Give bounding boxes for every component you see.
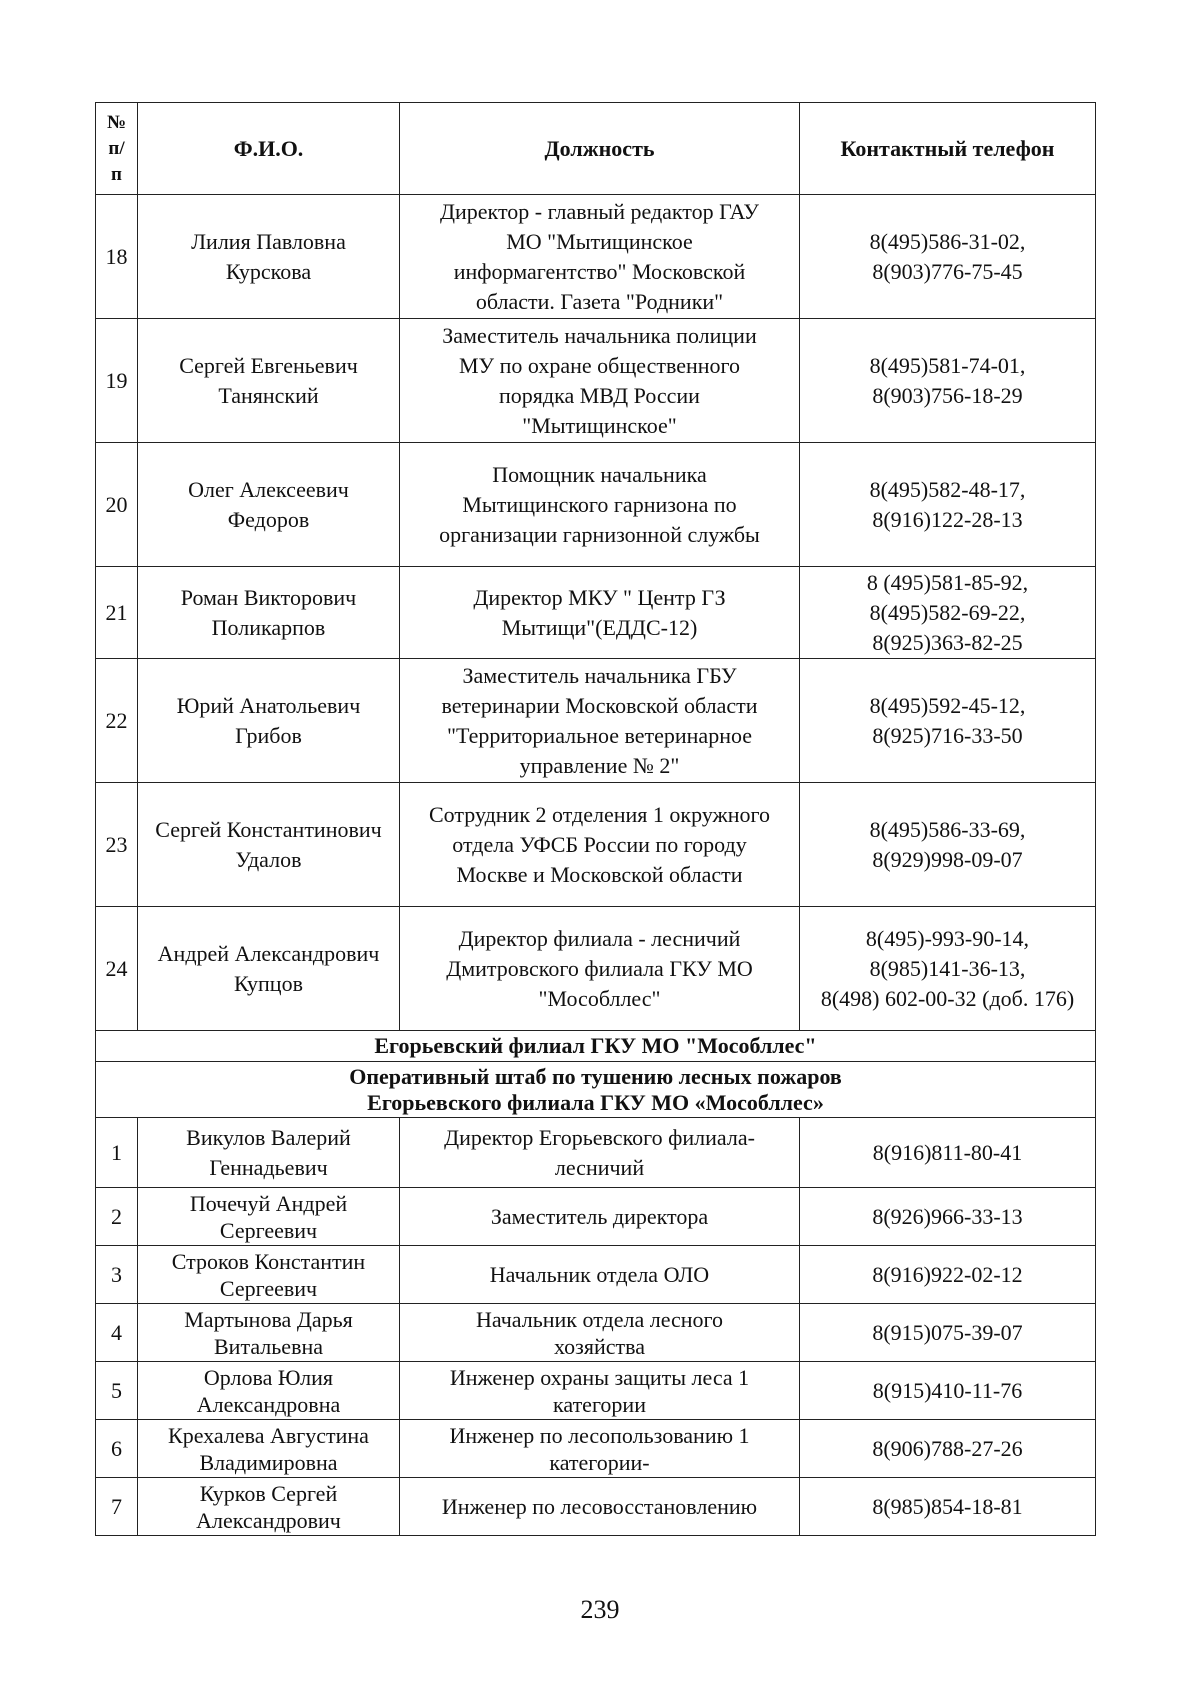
contact-phone: 8(915)075-39-07 [800, 1304, 1096, 1362]
contact-phone: 8(495)586-31-02, 8(903)776-75-45 [800, 195, 1096, 319]
row-number: 24 [96, 907, 138, 1031]
table-row [96, 1188, 1096, 1246]
contact-phone: 8 (495)581-85-92, 8(495)582-69-22, 8(925)363-82-25 [800, 567, 1096, 659]
contact-phone: 8(495)-993-90-14, 8(985)141-36-13, 8(498) 602-00-32 (доб. 176) [800, 907, 1096, 1031]
contacts-table [95, 102, 1096, 1536]
row-number: 6 [96, 1420, 138, 1478]
person-name: Строков Константин Сергеевич [138, 1246, 400, 1304]
person-position: Инженер охраны защиты леса 1 категории [400, 1362, 800, 1420]
contact-phone: 8(985)854-18-81 [800, 1478, 1096, 1536]
person-name: Мартынова Дарья Витальевна [138, 1304, 400, 1362]
person-position: Директор МКУ " Центр ГЗ Мытищи"(ЕДДС-12) [400, 567, 800, 659]
contact-phone: 8(495)592-45-12, 8(925)716-33-50 [800, 659, 1096, 783]
person-position: Заместитель начальника полиции МУ по охране общественного порядка МВД России "Мытищинское" [400, 319, 800, 443]
table-row [96, 1118, 1096, 1188]
person-name: Олег Алексеевич Федоров [138, 443, 400, 567]
row-number: 1 [96, 1118, 138, 1188]
table-row [96, 783, 1096, 907]
contact-phone: 8(495)582-48-17, 8(916)122-28-13 [800, 443, 1096, 567]
person-name: Орлова Юлия Александровна [138, 1362, 400, 1420]
table-row [96, 1304, 1096, 1362]
row-number: 5 [96, 1362, 138, 1420]
table-row [96, 1246, 1096, 1304]
contact-phone: 8(495)586-33-69, 8(929)998-09-07 [800, 783, 1096, 907]
person-position: Заместитель начальника ГБУ ветеринарии Московской области "Территориальное ветеринарное управление № 2" [400, 659, 800, 783]
person-position: Начальник отдела ОЛО [400, 1246, 800, 1304]
person-name: Роман Викторович Поликарпов [138, 567, 400, 659]
table-row [96, 567, 1096, 659]
person-position: Начальник отдела лесного хозяйства [400, 1304, 800, 1362]
table-row [96, 1420, 1096, 1478]
person-name: Юрий Анатольевич Грибов [138, 659, 400, 783]
section-row [96, 1031, 1096, 1062]
contact-phone: 8(906)788-27-26 [800, 1420, 1096, 1478]
person-position: Заместитель директора [400, 1188, 800, 1246]
contact-phone: 8(495)581-74-01, 8(903)756-18-29 [800, 319, 1096, 443]
row-number: 7 [96, 1478, 138, 1536]
person-name: Викулов Валерий Геннадьевич [138, 1118, 400, 1188]
row-number: 4 [96, 1304, 138, 1362]
header-fio: Ф.И.О. [138, 103, 400, 195]
header-number: № п/ п [96, 103, 138, 195]
person-name: Крехалева Августина Владимировна [138, 1420, 400, 1478]
person-position: Инженер по лесопользованию 1 категории- [400, 1420, 800, 1478]
header-phone: Контактный телефон [800, 103, 1096, 195]
person-name: Лилия Павловна Курскова [138, 195, 400, 319]
row-number: 18 [96, 195, 138, 319]
row-number: 19 [96, 319, 138, 443]
page-number: 239 [580, 1595, 620, 1624]
table-row [96, 443, 1096, 567]
contact-phone: 8(916)922-02-12 [800, 1246, 1096, 1304]
table-row [96, 1478, 1096, 1536]
person-name: Сергей Евгеньевич Танянский [138, 319, 400, 443]
table-row [96, 907, 1096, 1031]
table-header-row [96, 103, 1096, 195]
person-position: Директор - главный редактор ГАУ МО "Мытищинское информагентство" Московской области. Газета "Родники" [400, 195, 800, 319]
table-row [96, 659, 1096, 783]
row-number: 22 [96, 659, 138, 783]
person-position: Помощник начальника Мытищинского гарнизона по организации гарнизонной службы [400, 443, 800, 567]
person-name: Курков Сергей Александрович [138, 1478, 400, 1536]
row-number: 21 [96, 567, 138, 659]
contact-phone: 8(916)811-80-41 [800, 1118, 1096, 1188]
person-position: Директор филиала - лесничий Дмитровского филиала ГКУ МО "Мособллес" [400, 907, 800, 1031]
table-row [96, 1362, 1096, 1420]
row-number: 23 [96, 783, 138, 907]
person-position: Сотрудник 2 отделения 1 окружного отдела УФСБ России по городу Москве и Московской области [400, 783, 800, 907]
table-row [96, 319, 1096, 443]
person-position: Директор Егорьевского филиала- лесничий [400, 1118, 800, 1188]
contact-phone: 8(926)966-33-13 [800, 1188, 1096, 1246]
subsection-title: Оперативный штаб по тушению лесных пожаров Егорьевского филиала ГКУ МО «Мособллес» [96, 1062, 1096, 1118]
section-title: Егорьевский филиал ГКУ МО "Мособллес" [96, 1031, 1096, 1062]
subsection-row [96, 1062, 1096, 1118]
person-position: Инженер по лесовосстановлению [400, 1478, 800, 1536]
row-number: 20 [96, 443, 138, 567]
person-name: Почечуй Андрей Сергеевич [138, 1188, 400, 1246]
header-position: Должность [400, 103, 800, 195]
person-name: Сергей Константинович Удалов [138, 783, 400, 907]
row-number: 3 [96, 1246, 138, 1304]
row-number: 2 [96, 1188, 138, 1246]
contact-phone: 8(915)410-11-76 [800, 1362, 1096, 1420]
table-row [96, 195, 1096, 319]
person-name: Андрей Александрович Купцов [138, 907, 400, 1031]
